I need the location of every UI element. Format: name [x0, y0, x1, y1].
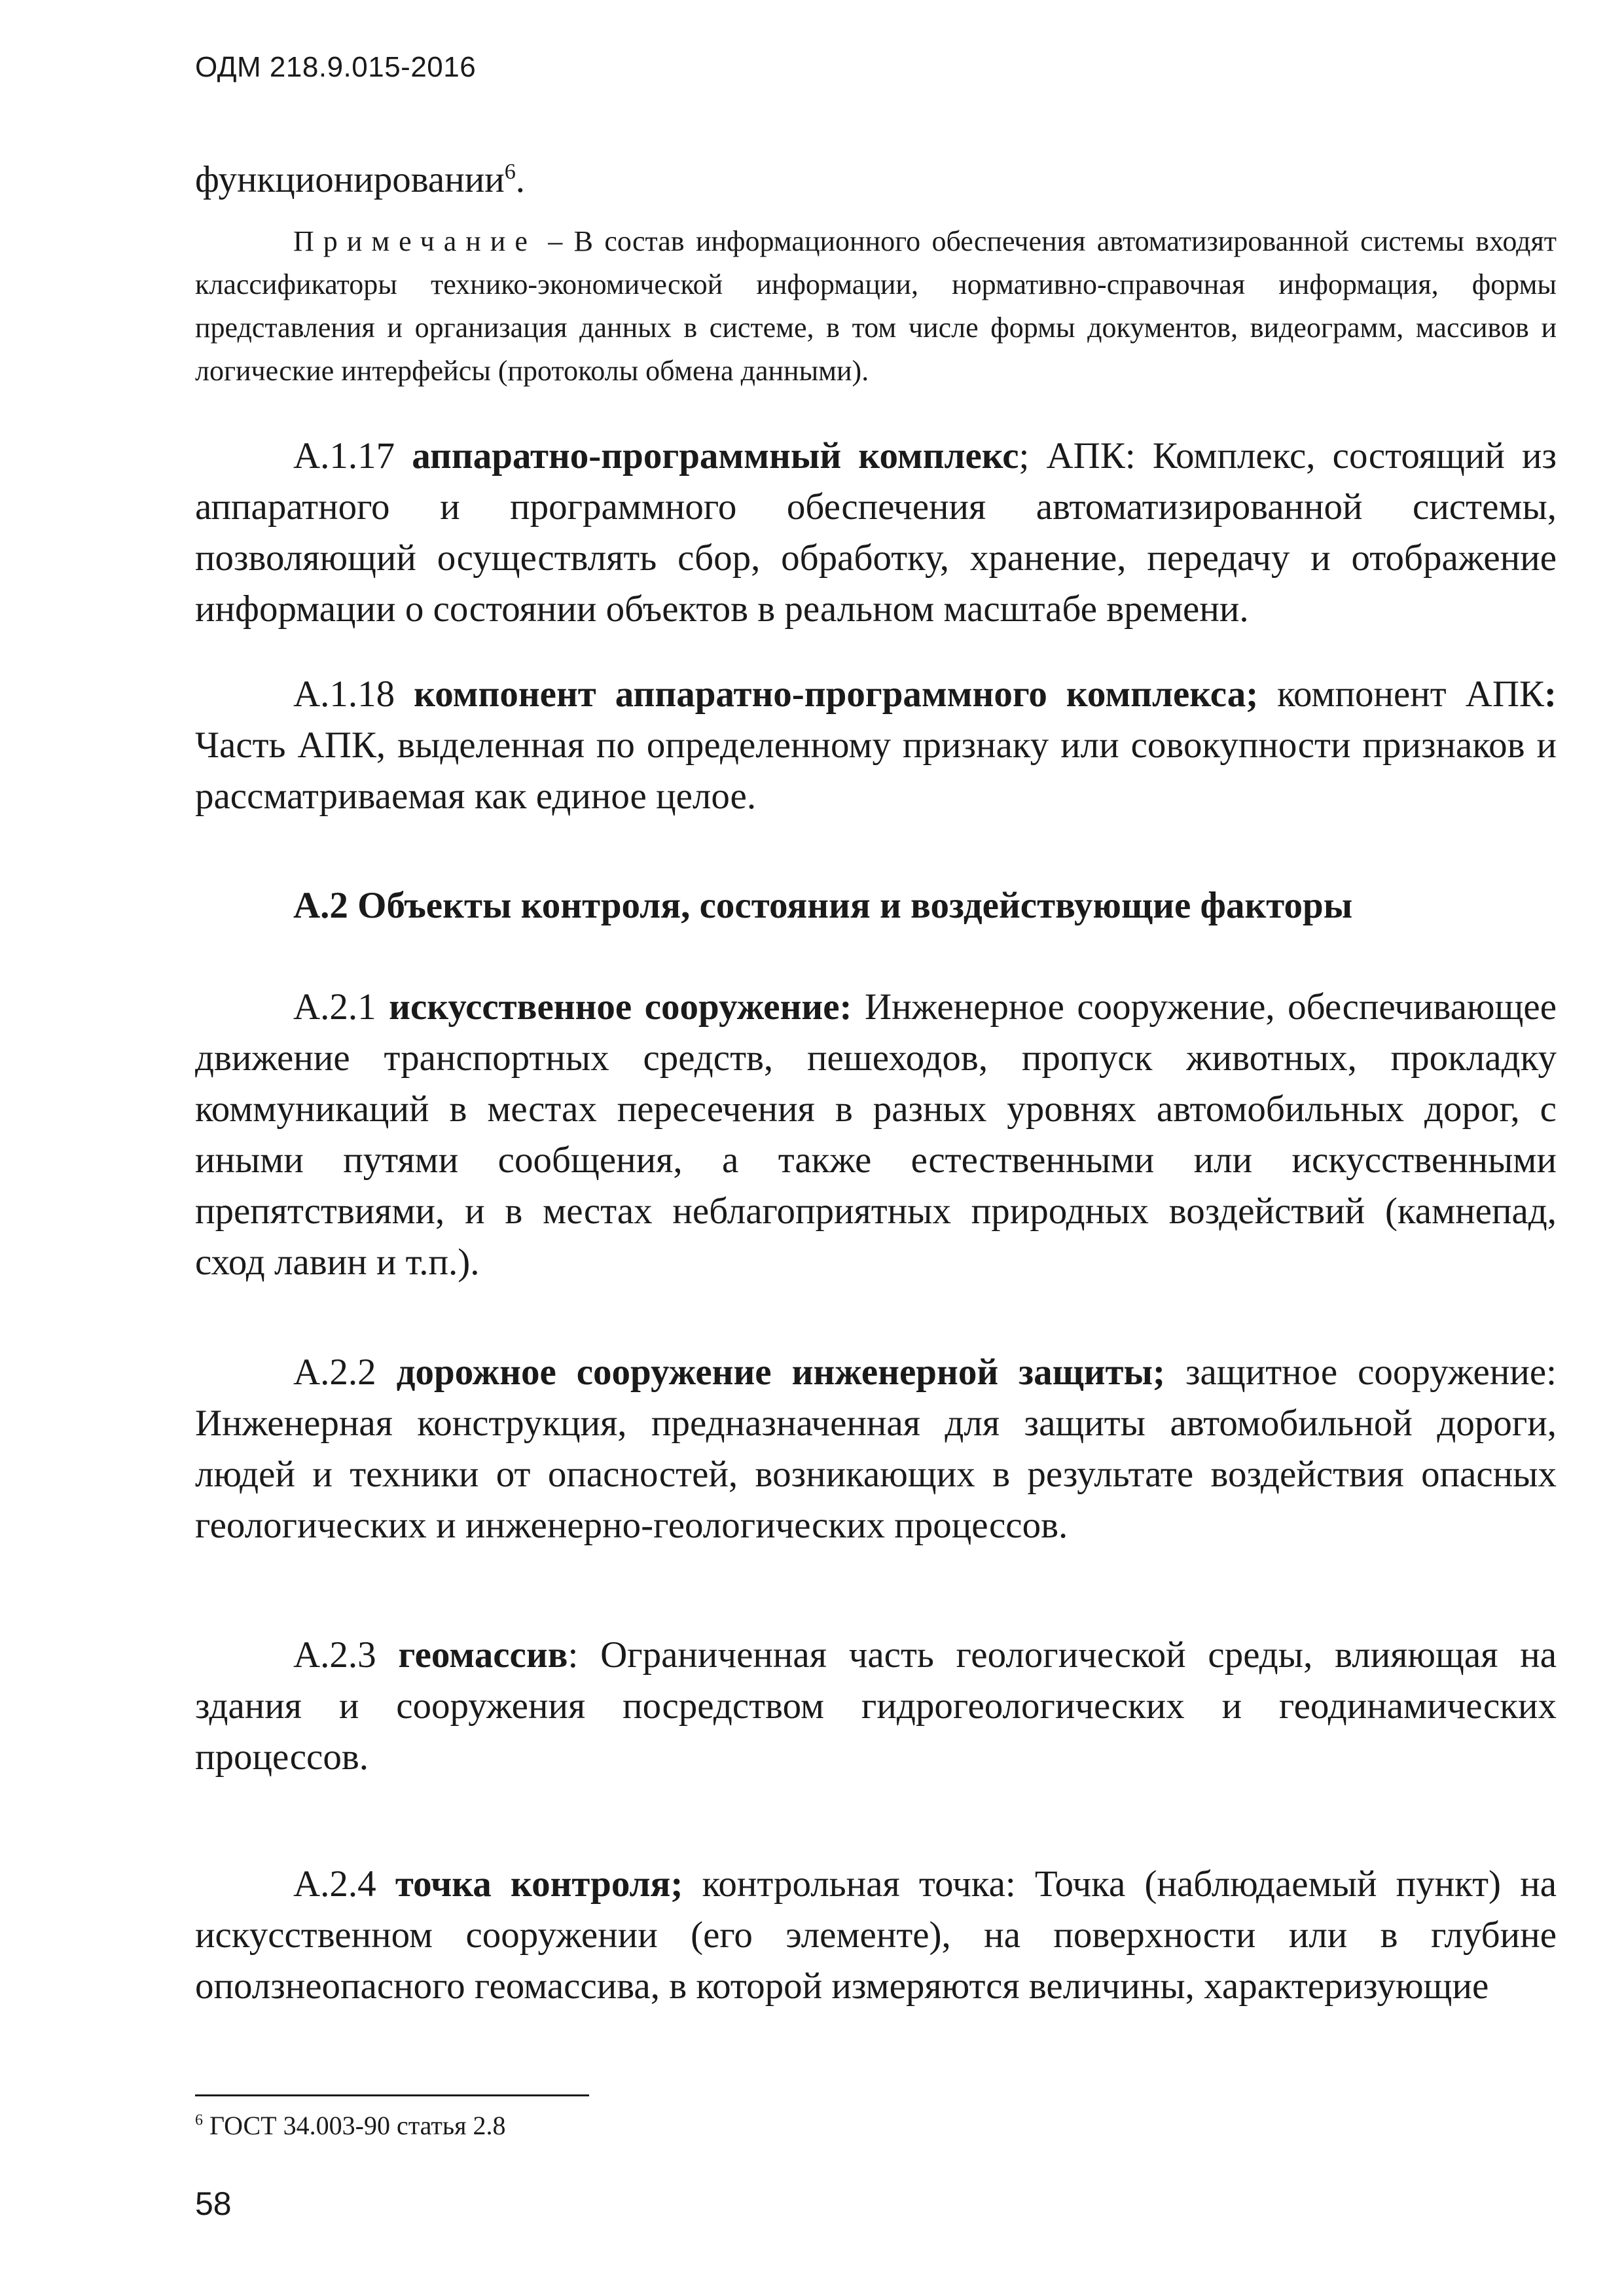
footnote-text: ГОСТ 34.003-90 статья 2.8 [203, 2111, 506, 2140]
note-label: Примечание [293, 225, 537, 257]
term-a-1-18: А.1.18 компонент аппаратно-программного комплекса; компонент АПК: Часть АПК, выделенная по определенному признаку или совокупности признаков и рассматриваемая как единое целое. [195, 673, 1557, 817]
term-definition: АПК: Комплекс, состоящий из аппаратного и программного обеспечения автоматизированной системы, позволяющий осуществлять сбор, обработку, хранение, передачу и отображение информации о состоянии объектов в реальном масштабе времени. [195, 435, 1557, 630]
term-a-2-2 [195, 1347, 1557, 1551]
term-definition: Инженерное сооружение, обеспечивающее движение транспортных средств, пешеходов, пропуск животных, прокладку коммуникаций в местах пересечения в разных уровнях автомобильных дорог, с иными путями сообщения, а также естественными или искусственными препятствиями, и в местах неблагоприятных природных воздействий (камнепад, сход лавин и т.п.). [195, 986, 1557, 1283]
document-code-header: ОДМ 218.9.015-2016 [195, 51, 477, 83]
footnote-marker: 6 [195, 2111, 203, 2129]
term-number: А.2.3 [293, 1634, 376, 1676]
term-definition: : Ограниченная часть геологической среды, влияющая на здания и сооружения посредством гидрогеологических и геодинамических процессов. [195, 1634, 1557, 1778]
footnote-reference: 6 [504, 160, 516, 184]
continuation-text: функционировании [195, 159, 505, 200]
term-a-2-3 [195, 1630, 1557, 1783]
term-number: А.2.2 [293, 1352, 376, 1393]
term-definition: контрольная точка: Точка (наблюдаемый пункт) на искусственном сооружении (его элементе), на поверхности или в глубине оползнеопасного геомассива, в которой измеряются величины, характеризующие [195, 1863, 1557, 2007]
term-number: А.1.18 [293, 673, 395, 715]
term-number: А.2.4 [293, 1863, 376, 1905]
term-name: аппаратно-программный комплекс [412, 435, 1019, 476]
page-number: 58 [195, 2185, 232, 2222]
term-a-2-1 [195, 982, 1557, 1288]
footnote-divider [195, 2094, 589, 2096]
footnote [195, 2109, 506, 2143]
term-number: А.1.17 [293, 435, 395, 476]
term-definition: Часть АПК, выделенная по определенному признаку или совокупности признаков и рассматриваемая как единое целое. [195, 725, 1557, 817]
section-heading: А.2 Объекты контроля, состояния и воздействующие факторы [293, 885, 1353, 926]
continuation-line: функционировании$^6$. [195, 159, 526, 200]
note-text: В состав информационного обеспечения автоматизированной системы входят классификаторы технико-экономической информации, нормативно-справочная информация, формы представления и организация данных в системе, в том числе формы документов, видеограмм, массивов и логические интерфейсы (протоколы обмена данными). [195, 225, 1557, 387]
note-paragraph: Примечание – В состав информационного обеспечения автоматизированной системы входят классификаторы технико-экономической информации, нормативно-справочная информация, формы представления и организация данных в системе, в том числе формы документов, видеограмм, массивов и логические интерфейсы (протоколы обмена данными). [195, 225, 1557, 387]
term-name: геомассив [398, 1634, 568, 1676]
term-number: А.2.1 [293, 986, 376, 1028]
term-a-2-4 [195, 1859, 1557, 2012]
term-a-1-17: А.1.17 аппаратно-программный комплекс; АПК: Комплекс, состоящий из аппаратного и программного обеспечения автоматизированной системы, позволяющий осуществлять сбор, обработку, хранение, передачу и отображение информации о состоянии объектов в реальном масштабе времени. [195, 435, 1557, 630]
term-name: компонент аппаратно-программного комплекса; [414, 673, 1259, 715]
term-name: точка контроля; [395, 1863, 683, 1905]
term-definition: защитное сооружение: Инженерная конструкция, предназначенная для защиты автомобильной дороги, людей и техники от опасностей, возникающих в результате воздействия опасных геологических и инженерно-геологических процессов. [195, 1352, 1557, 1546]
term-name: искусственное сооружение: [389, 986, 852, 1028]
term-name: дорожное сооружение инженерной защиты; [396, 1352, 1166, 1393]
